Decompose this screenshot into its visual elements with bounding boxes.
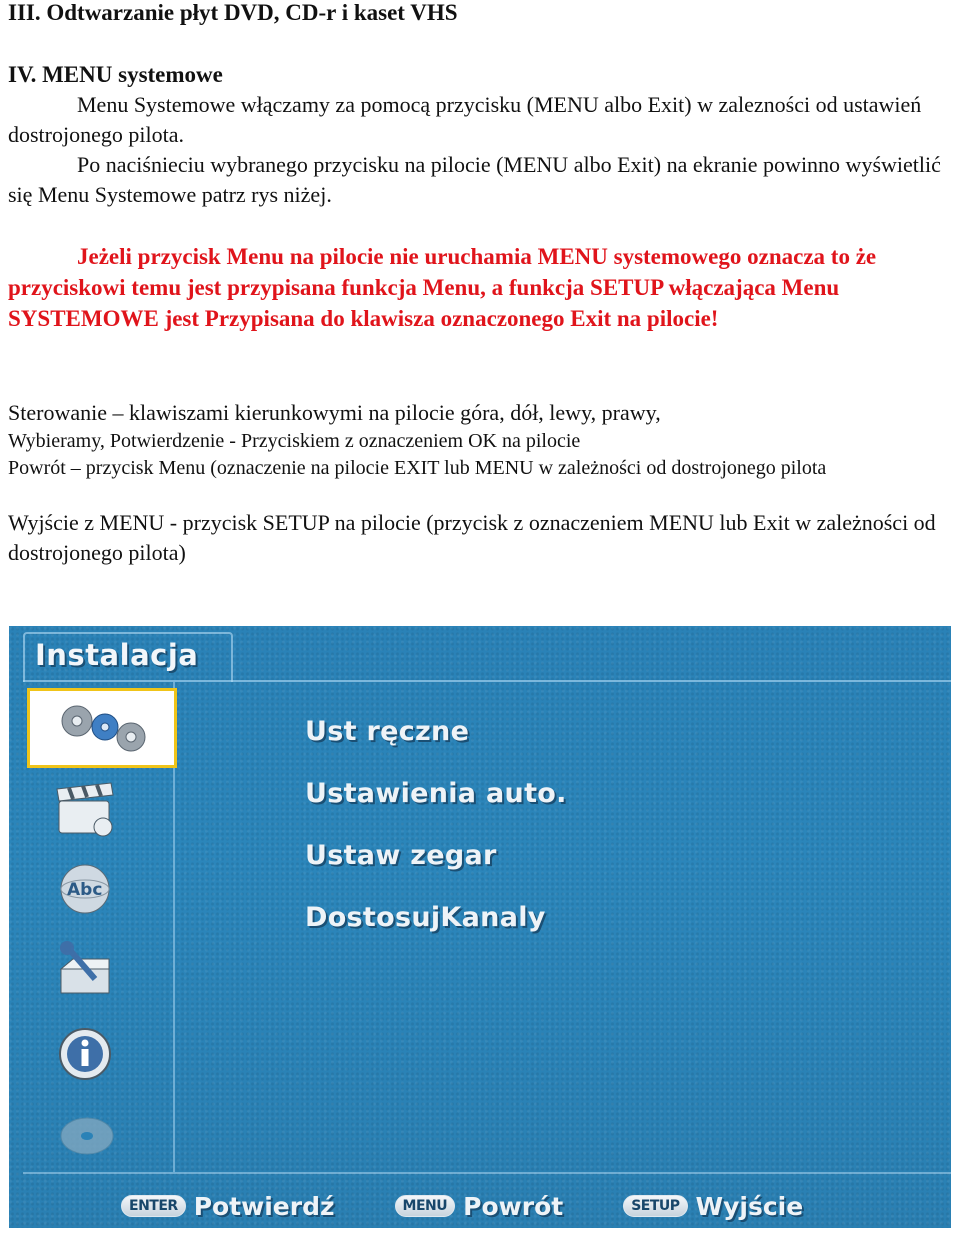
paragraph-exit: Wyjście z MENU - przycisk SETUP na pilocie (przycisk z oznaczeniem MENU lub Exit w zależności od dostrojonego pilota) bbox=[8, 510, 936, 565]
back-label: Powrót bbox=[463, 1191, 564, 1221]
divider bbox=[23, 1172, 951, 1174]
clapperboard-icon[interactable] bbox=[41, 776, 131, 842]
svg-text:Abc: Abc bbox=[67, 880, 103, 900]
toolbox-icon[interactable] bbox=[41, 936, 131, 1002]
setup-key-badge: SETUP bbox=[623, 1195, 687, 1217]
tv-menu-screenshot bbox=[9, 626, 951, 1228]
enter-key-badge: ENTER bbox=[121, 1195, 186, 1217]
paragraph-menu-enable: Menu Systemowe włączamy za pomocą przycisku (MENU albo Exit) w zalezności od ustawień dostrojonego pilota. bbox=[8, 92, 922, 147]
menu-key-badge: MENU bbox=[395, 1195, 456, 1217]
abc-globe-icon[interactable] bbox=[41, 856, 131, 922]
paragraph-back: Powrót – przycisk Menu (oznaczenie na pilocie EXIT lub MENU w zależności od dostrojonego pilota bbox=[8, 457, 827, 479]
gears-icon[interactable] bbox=[27, 688, 177, 768]
paragraph-navigation: Sterowanie – klawiszami kierunkowymi na pilocie góra, dół, lewy, prawy, bbox=[8, 400, 661, 425]
tv-menu-list bbox=[305, 712, 567, 960]
menu-item-channels[interactable]: DostosujKanaly bbox=[305, 902, 546, 933]
menu-item-clock[interactable]: Ustaw zegar bbox=[305, 840, 497, 871]
paragraph-select: Wybieramy, Potwierdzenie - Przyciskiem z oznaczeniem OK na pilocie bbox=[8, 430, 581, 452]
tv-menu-title: Instalacja bbox=[35, 638, 199, 672]
disc-icon[interactable] bbox=[41, 1101, 131, 1167]
exit-label: Wyjście bbox=[695, 1191, 804, 1221]
menu-item-auto[interactable]: Ustawienia auto. bbox=[305, 778, 567, 809]
tv-footer bbox=[121, 1186, 803, 1226]
info-icon[interactable] bbox=[41, 1021, 131, 1087]
paragraph-menu-display: Po naciśnieciu wybranego przycisku na pilocie (MENU albo Exit) na ekranie powinno wyświetlić się Menu Systemowe patrz rys niżej. bbox=[8, 152, 941, 207]
menu-item-manual[interactable]: Ust ręczne bbox=[305, 716, 470, 747]
section-heading-3: III. Odtwarzanie płyt DVD, CD-r i kaset VHS bbox=[8, 0, 458, 25]
section-heading-4: IV. MENU systemowe bbox=[8, 62, 223, 87]
warning-paragraph: Jeżeli przycisk Menu na pilocie nie uruchamia MENU systemowego oznacza to że przyciskowi temu jest przypisana funkcja Menu, a funkcja SETUP włączająca Menu SYSTEMOWE jest Przypisana do klawisza oznaczonego Exit na pilocie! bbox=[8, 244, 877, 331]
confirm-label: Potwierdź bbox=[193, 1191, 335, 1221]
